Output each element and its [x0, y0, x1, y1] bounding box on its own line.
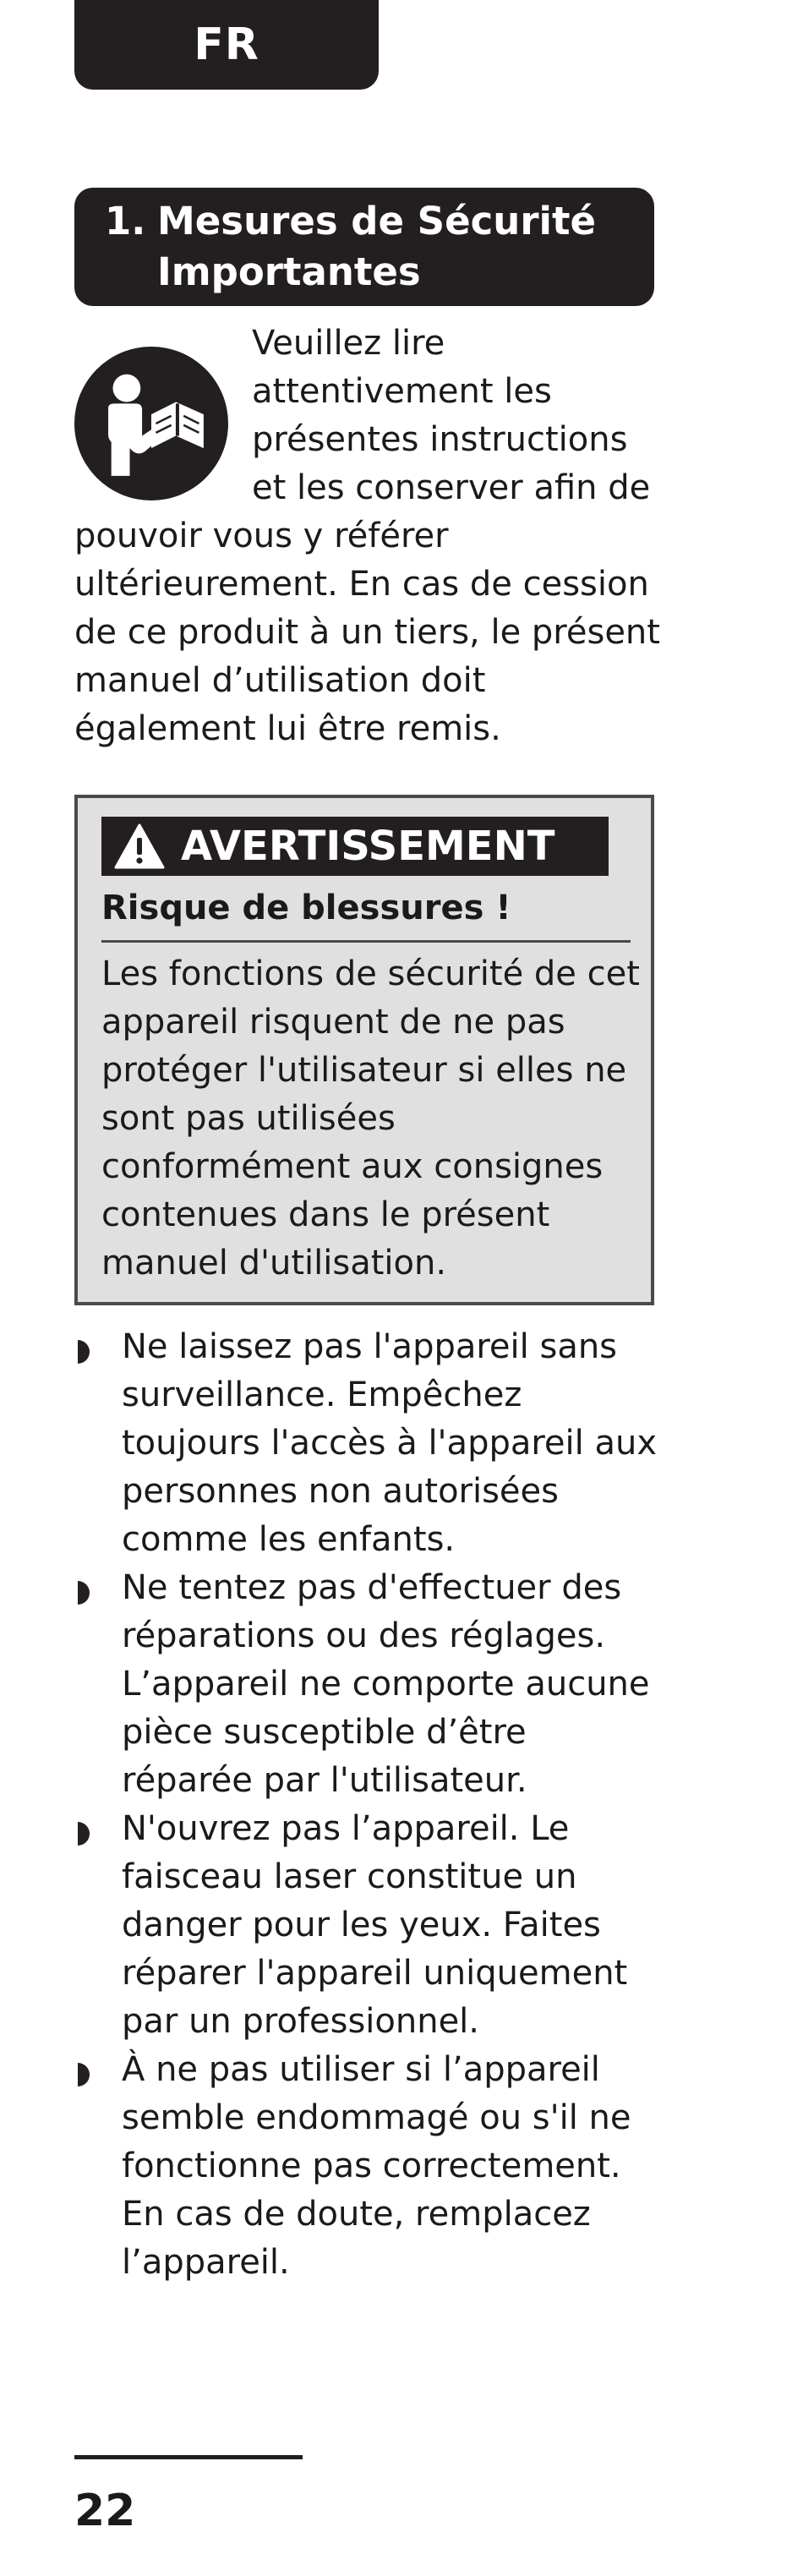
- section-title-line2: Importantes: [157, 249, 421, 294]
- warning-text: Les fonctions de sécurité de cet appareil risquent de ne pas protéger l'utilisateur si elles ne sont pas utilisées conformément aux consignes contenues dans le présent manuel d'utilisation.: [101, 954, 640, 1283]
- warning-triangle-icon: [113, 823, 166, 870]
- footer-rule: [74, 2455, 303, 2459]
- bullet-icon: [78, 2063, 90, 2087]
- section-heading: [74, 188, 654, 306]
- language-tab: FR: [74, 0, 379, 90]
- list-item-text: Ne laissez pas l'appareil sans surveillance. Empêchez toujours l'accès à l'appareil aux personnes non autorisées comme les enfants.: [122, 1327, 658, 1559]
- warning-label: [101, 817, 609, 876]
- section-number: 1.: [105, 199, 146, 243]
- list-item-text: À ne pas utiliser si l’appareil semble endommagé ou s'il ne fonctionne pas correctement. En cas de doute, remplacez l’appareil.: [122, 2050, 631, 2282]
- list-item: [74, 1323, 666, 1564]
- bullet-icon: [78, 1340, 90, 1364]
- list-item: [74, 1564, 666, 1805]
- list-item-text: N'ouvrez pas l’appareil. Le faisceau laser constitue un danger pour les yeux. Faites réparer l'appareil uniquement par un professionnel.: [122, 1809, 628, 2041]
- bullet-icon: [78, 1581, 90, 1605]
- warning-label-text: AVERTISSEMENT: [181, 823, 555, 870]
- warning-subtitle: Risque de blessures !: [101, 889, 511, 927]
- section-title-line1: Mesures de Sécurité: [157, 199, 596, 243]
- list-item: [74, 2046, 666, 2287]
- page-number: 22: [74, 2486, 136, 2536]
- warning-box: [74, 795, 654, 1305]
- warning-divider: [101, 940, 631, 943]
- safety-bullet-list: [74, 1323, 666, 2287]
- list-item-text: Ne tentez pas d'effectuer des réparations ou des réglages. L’appareil ne comporte aucune pièce susceptible d’être réparée par l'utilisateur.: [122, 1568, 650, 1800]
- list-item: [74, 1805, 666, 2046]
- bullet-icon: [78, 1822, 90, 1846]
- intro-paragraph: [74, 320, 666, 753]
- intro-text: Veuillez lire attentivement les présentes instructions et les conserver afin de pouvoir vous y référer ultérieurement. En cas de cession de ce produit à un tiers, le présent manuel d’utilisation doit également lui être remis.: [74, 324, 660, 748]
- intro-icon-space: [74, 320, 252, 509]
